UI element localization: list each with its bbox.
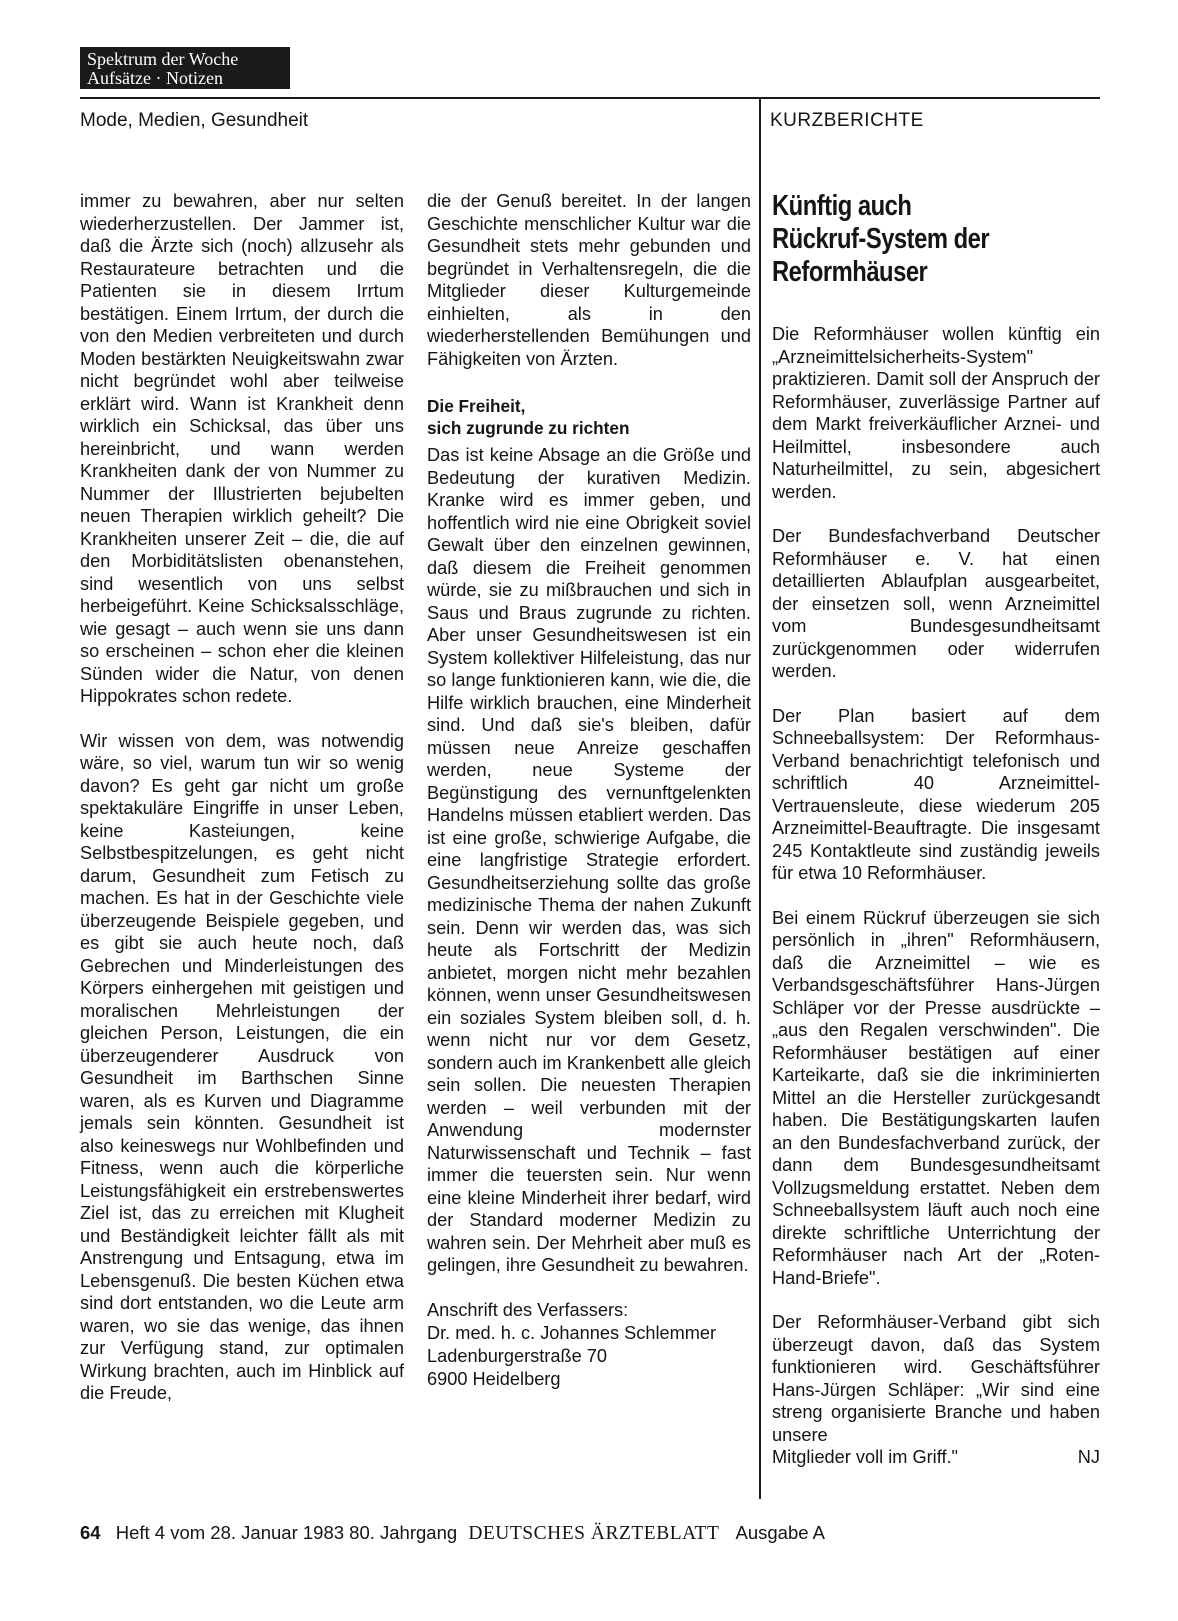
paragraph: die der Genuß bereitet. In der langen Geschichte menschlicher Kultur war die Gesundheit stets mehr gebunden und begründet in Verhaltensregeln, die die Mitglieder dieser Kulturgemeinde einhielten, als in den wiederherstellenden Bemühungen und Fähigkeiten von Ärzten. [427, 191, 751, 369]
subheading [427, 395, 751, 439]
article-column-2 [427, 190, 751, 1391]
paragraph: Bei einem Rückruf überzeugen sie sich persönlich in „ihren" Reformhäusern, daß die Arzneimittel – wie es Verbandsgeschäftsführer Hans-Jürgen Schläper vor der Presse ausdrückte – „aus den Regalen verschwinden". Die Reformhäuser bestätigen auf einer Karteikarte, daß sie die inkriminierten Mittel an die Hersteller zurückgesandt haben. Die Bestätigungskarten laufen an den Bundesfachverband zurück, der dann dem Bundesgesundheitsamt Vollzugsmeldung erstattet. Neben dem Schneeballsystem läuft auch noch eine direkte schriftliche Unterrichtung der Reformhäuser nach Art der „Roten-Hand-Briefe". [772, 907, 1100, 1288]
closing-line [772, 1446, 1100, 1469]
report-title [772, 190, 1100, 289]
section-title-left: Mode, Medien, Gesundheit [80, 110, 309, 131]
closing-text: Mitglieder voll im Griff." [772, 1447, 959, 1467]
paragraph: Die Reformhäuser wollen künftig ein „Arzneimittelsicherheits-System" praktizieren. Damit soll der Anspruch der Reformhäuser, zuverlässige Partner auf dem Markt freiverkäuflicher Arznei- und Heilmittel, insbesondere auch Naturheilmittel, zu sein, abgesichert werden. [772, 324, 1100, 502]
article-column-1 [80, 190, 404, 1405]
issue-info: Heft 4 vom 28. Januar 1983 80. Jahrgang [115, 1522, 458, 1543]
paragraph: immer zu bewahren, aber nur selten wiederherzustellen. Der Jammer ist, daß die Ärzte sich (noch) allzusehr als Restaurateure betrachten und die Patienten sie in diesem Irrtum bestätigen. Einem Irrtum, der durch die von den Medien verbreiteten und durch Moden bestärkten Neuigkeitswahn zwar nicht begründet wohl aber teilweise erklärt wird. Wann ist Krankheit denn wirklich ein Schicksal, das über uns hereinbricht, und wann werden Krankheiten dank der von Nummer zu Nummer der Illustrierten bejubelten neuen Therapien wirklich geheilt? Die Krankheiten unserer Zeit – die, die auf den Morbiditätslisten obenanstehen, sind wesentlich von uns selbst herbeigeführt. Keine Schicksalsschläge, wie gesagt – auch wenn sie uns dann so erscheinen – schon eher die kleinen Sünden wider die Natur, von denen Hippokrates schon redete. [80, 191, 404, 706]
header-rule [80, 97, 1100, 99]
author-initials: NJ [1077, 1447, 1100, 1467]
paragraph: Wir wissen von dem, was notwendig wäre, so viel, warum tun wir so wenig davon? Es geht gar nicht um große spektakuläre Eingriffe in unser Leben, keine Kasteiungen, keine Selbstbespitzelungen, es geht nicht darum, Gesundheit zum Fetisch zu machen. Es hat in der Geschichte viele überzeugende Beispiele gegeben, und es gibt sie auch heute noch, daß Gebrechen und Minderleistungen des Körpers einhergehen mit geistigen und moralischen Mehrleistungen der gleichen Person, Leistungen, die ein überzeugenderer Ausdruck von Gesundheit im Barthschen Sinne waren, als es Kurven und Diagramme jemals sein könnten. Gesundheit ist also keineswegs nur Wohlbefinden und Fitness, wenn auch die körperliche Leistungsfähigkeit ein erstrebenswertes Ziel ist, das zu erreichen mit Klugheit und Beständigkeit leichter fällt als mit Anstrengung und Entsagung, etwa im Lebensgenuß. Die besten Küchen etwa sind dort entstanden, wo die Leute arm waren, wo sie das wenige, das ihnen zur Verfügung stand, zur optimalen Wirkung brachten, auch im Hinblick auf die Freude, [80, 730, 404, 1403]
magazine-name: DEUTSCHES ÄRZTEBLATT [468, 1523, 720, 1544]
section-title-right: KURZBERICHTE [770, 110, 924, 131]
paragraph: Das ist keine Absage an die Größe und Bedeutung der kurativen Medizin. Kranke wird es immer geben, und hoffentlich wird nie eine Obrigkeit soviel Gewalt über den einzelnen gewinnen, daß diesem die Freiheit genommen würde, sie zu mißbrauchen und sich in Saus und Braus zugrunde zu richten. Aber unser Gesundheitswesen ist ein System kollektiver Hilfeleistung, das nur so lange funktionieren kann, wie die, die Hilfe wirklich brauchen, eine Minderheit sind. Und daß sie's bleiben, dafür müssen neue Anreize geschaffen werden, neue Systeme der Begünstigung des vernunftgelenkten Handelns müssen etabliert werden. Das ist eine große, schwierige Aufgabe, die eine langfristige Strategie erfordert. Gesundheitserziehung sollte das große medizinische Thema der nahen Zukunft sein. Denn wir werden das, was sich heute als Fortschritt der Medizin anbietet, morgen nicht mehr bezahlen können, wenn unser Gesundheitswesen ein soziales System bleiben soll, d. h. wenn nicht nur vor dem Gesetz, sondern auch im Krankenbett alle gleich sein sollen. Die neuesten Therapien werden – weil verbunden mit der Anwendung modernster Naturwissenschaft und Technik – fast immer die teuersten sein. Nur wenn eine kleine Minderheit ihrer bedarf, wird der Standard moderner Medizin zu wahren sein. Der Mehrheit aber muß es gelingen, ihre Gesundheit zu bewahren. [427, 445, 751, 1275]
address-name: Dr. med. h. c. Johannes Schlemmer [427, 1322, 717, 1343]
header-line-1: Spektrum der Woche [87, 49, 239, 69]
title-line-1: Künftig auch [772, 190, 912, 222]
page-footer [80, 1522, 825, 1545]
paragraph: Der Plan basiert auf dem Schneeballsystem: Der Reformhaus-Verband benachrichtigt telefonisch und schriftlich 40 Arzneimittel-Vertrauensleute, diese wiederum 205 Arzneimittel-Beauftragte. Die insgesamt 245 Kontaktleute sind zuständig jeweils für etwa 10 Reformhäuser. [772, 705, 1100, 883]
address-label: Anschrift des Verfassers: [427, 1299, 629, 1320]
header-line-2: Aufsätze · Notizen [87, 68, 223, 88]
address-city: 6900 Heidelberg [427, 1368, 561, 1389]
edition: Ausgabe A [735, 1522, 825, 1543]
header-box [80, 47, 290, 89]
subheading-line-1: Die Freiheit, [427, 396, 526, 416]
subheading-line-2: sich zugrunde zu richten [427, 418, 630, 438]
short-report-column [772, 190, 1100, 1469]
column-rule [759, 97, 761, 1499]
address-street: Ladenburgerstraße 70 [427, 1345, 607, 1366]
title-line-2: Rückruf-System der [772, 223, 990, 255]
paragraph: Der Reformhäuser-Verband gibt sich überzeugt davon, daß das System funktionieren wird. Geschäftsführer Hans-Jürgen Schläper: „Wir sind eine streng organisierte Branche und haben unsere [772, 1312, 1100, 1445]
title-line-3: Reformhäuser [772, 256, 928, 288]
paragraph: Der Bundesfachverband Deutscher Reformhäuser e. V. hat einen detaillierten Ablaufplan ausgearbeitet, der einsetzen soll, wenn Arzneimittel vom Bundesgesundheitsamt zurückgenommen oder widerrufen werden. [772, 526, 1100, 681]
author-address [427, 1299, 751, 1391]
page-number: 64 [80, 1522, 101, 1543]
